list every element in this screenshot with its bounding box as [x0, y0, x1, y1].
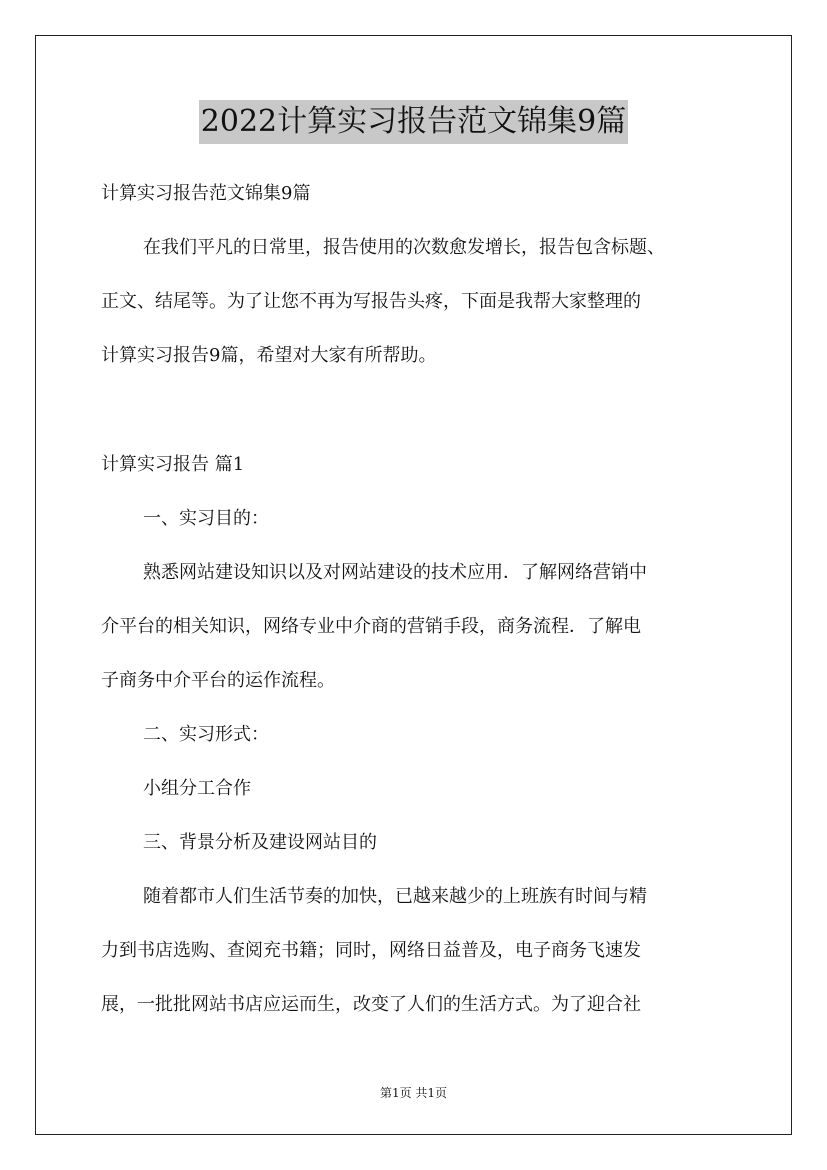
subsection-heading: 二、实习形式： [143, 724, 269, 745]
paragraph-line: 子商务中介平台的运作流程。 [101, 670, 335, 691]
paragraph-line: 正文、结尾等。为了让您不再为写报告头疼，下面是我帮大家整理的 [101, 291, 641, 312]
paragraph-line: 计算实习报告9篇，希望对大家有所帮助。 [101, 345, 437, 366]
section-heading: 计算实习报告 篇1 [101, 454, 245, 475]
subsection-heading: 三、背景分析及建设网站目的 [143, 832, 377, 853]
paragraph-line: 展，一批批网站书店应运而生，改变了人们的生活方式。为了迎合社 [101, 994, 641, 1015]
document-title: 2022计算实习报告范文锦集9篇 [199, 100, 628, 144]
paragraph-line: 随着都市人们生活节奏的加快，已越来越少的上班族有时间与精 [143, 886, 647, 907]
title-container [0, 100, 827, 144]
subsection-heading: 一、实习目的： [143, 508, 269, 529]
paragraph-line: 力到书店选购、查阅充书籍；同时，网络日益普及，电子商务飞速发 [101, 940, 641, 961]
paragraph-line: 介平台的相关知识，网络专业中介商的营销手段，商务流程．了解电 [101, 616, 641, 637]
subtitle-line: 计算实习报告范文锦集9篇 [101, 183, 311, 204]
paragraph-line: 小组分工合作 [143, 778, 251, 799]
paragraph-line: 熟悉网站建设知识以及对网站建设的技术应用．了解网络营销中 [143, 562, 647, 583]
page-footer: 第1页 共1页 [379, 1086, 448, 1100]
paragraph-line: 在我们平凡的日常里，报告使用的次数愈发增长，报告包含标题、 [143, 237, 665, 258]
